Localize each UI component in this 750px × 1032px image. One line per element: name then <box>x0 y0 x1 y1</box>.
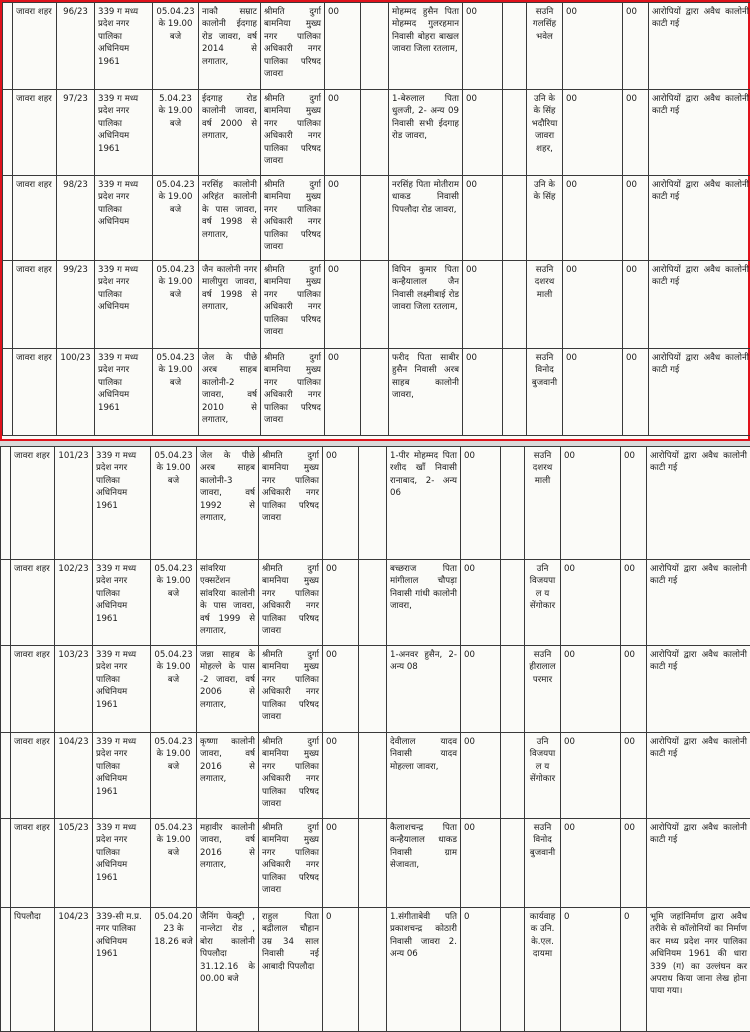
cell-c10: बच्छराज पिता मांगीलाल चौपड़ा निवासी गांधी कालोनी जावरा, <box>387 560 461 646</box>
cell-c11: 00 <box>463 90 503 176</box>
cell-c16: आरोपियों द्वारा अवैध कालोनी काटी गई <box>649 90 750 176</box>
cell-c13: उनि के के सिंह <box>527 176 563 261</box>
cell-c4: 339 ग मध्य प्रदेश नगर पालिका अधिनियम 1961 <box>93 447 151 560</box>
cell-c1 <box>3 349 13 436</box>
cell-c16: आरोपियों द्वारा अवैध कालोनी काटी गई <box>649 3 750 90</box>
cell-c7: श्रीमति दुर्गा बामनिया मुख्य नगर पालिका अधिकारी नगर पालिका परिषद जावरा <box>259 560 323 646</box>
cell-c3: 104/23 <box>55 908 93 1032</box>
cell-c14: 00 <box>563 3 623 90</box>
cell-c15: 00 <box>623 261 649 349</box>
cell-c9 <box>361 349 389 436</box>
cell-c4: 339 ग मध्य प्रदेश नगर पालिका अधिनियम 1961 <box>93 733 151 819</box>
cell-c5: 5.04.23 के 19.00 बजे <box>153 90 199 176</box>
cell-c15: 00 <box>621 819 647 908</box>
cell-c4: 339 ग मध्य प्रदेश नगर पालिका अधिनियम <box>95 176 153 261</box>
cell-c12 <box>501 908 525 1032</box>
cell-c1 <box>3 176 13 261</box>
cell-c12 <box>503 261 527 349</box>
cell-c14: 00 <box>563 176 623 261</box>
cell-c3: 102/23 <box>55 560 93 646</box>
cell-c12 <box>503 3 527 90</box>
table-section-bottom <box>0 446 750 1031</box>
table-section-top <box>0 0 750 441</box>
cell-c5: 05.04.23 के 19.00 बजे <box>151 646 197 733</box>
cell-c16: आरोपियों द्वारा अवैध कालोनी काटी गई <box>649 349 750 436</box>
cell-c3: 99/23 <box>57 261 95 349</box>
table-row <box>1 733 750 819</box>
cell-c15: 00 <box>623 349 649 436</box>
cell-c13: उनि के के सिंह भदौरिया जावरा शहर, <box>527 90 563 176</box>
fir-table-bottom <box>0 446 750 1032</box>
cell-c13: सउनि दशरथ माली <box>525 447 561 560</box>
cell-c10: फरीद पिता साबीर हुसैन निवासी अरब साहब कालोनी जावरा, <box>389 349 463 436</box>
cell-c15: 00 <box>621 560 647 646</box>
cell-c5: 05.04.23 के 19.00 बजे <box>153 3 199 90</box>
cell-c10: नरसिंह पिता मोतीराम धाकड निवासी पिपलौदा रोड जावरा, <box>389 176 463 261</box>
cell-c8: 00 <box>325 90 361 176</box>
cell-c7: श्रीमति दुर्गा बामनिया मुख्य नगर पालिका अधिकारी नगर पालिका परिषद जावरा <box>261 176 325 261</box>
cell-c7: श्रीमति दुर्गा बामनिया मुख्य नगर पालिका अधिकारी नगर पालिका परिषद जावरा <box>259 447 323 560</box>
cell-c5: 05.04.23 के 19.00 बजे <box>151 733 197 819</box>
cell-c11: 0 <box>461 908 501 1032</box>
cell-c7: श्रीमति दुर्गा बामनिया मुख्य नगर पालिका अधिकारी नगर पालिका परिषद जावरा <box>261 349 325 436</box>
cell-c3: 100/23 <box>57 349 95 436</box>
cell-c13: उनि विजयपाल य सेंगोकार <box>525 560 561 646</box>
table-row <box>3 349 750 436</box>
cell-c3: 96/23 <box>57 3 95 90</box>
cell-c10: मोहम्मद हुसैन पिता मोहम्मद गुलरहमान निवासी बोहरा बाखल जावरा जिला रतलाम, <box>389 3 463 90</box>
cell-c12 <box>501 560 525 646</box>
cell-c9 <box>359 447 387 560</box>
cell-c7: श्रीमति दुर्गा बामनिया मुख्य नगर पालिका अधिकारी नगर पालिका परिषद जावरा <box>259 819 323 908</box>
cell-c15: 00 <box>623 176 649 261</box>
cell-c1 <box>1 447 11 560</box>
cell-c2: जावरा शहर <box>13 349 57 436</box>
cell-c1 <box>3 90 13 176</box>
cell-c12 <box>501 646 525 733</box>
cell-c15: 00 <box>621 646 647 733</box>
cell-c2: जावरा शहर <box>11 646 55 733</box>
cell-c8: 00 <box>325 176 361 261</box>
cell-c4: 339 ग मध्य प्रदेश नगर पालिका अधिनियम 1961 <box>95 90 153 176</box>
table-row <box>1 819 750 908</box>
cell-c13: सउनि गलसिंह भवेल <box>527 3 563 90</box>
cell-c15: 00 <box>623 3 649 90</box>
cell-c14: 0 <box>561 908 621 1032</box>
cell-c9 <box>361 176 389 261</box>
cell-c4: 339 ग मध्य प्रदेश नगर पालिका अधिनियम 1961 <box>93 646 151 733</box>
cell-c4: 339 ग मध्य प्रदेश नगर पालिका अधिनियम <box>95 261 153 349</box>
cell-c12 <box>503 90 527 176</box>
cell-c2: जावरा शहर <box>13 90 57 176</box>
cell-c8: 0 <box>323 908 359 1032</box>
cell-c12 <box>503 349 527 436</box>
cell-c12 <box>501 447 525 560</box>
cell-c8: 00 <box>323 733 359 819</box>
cell-c12 <box>501 819 525 908</box>
cell-c6: जैन कालोनी नगर मालीपुरा जावरा, वर्ष 1998 से लगातार, <box>199 261 261 349</box>
cell-c9 <box>359 560 387 646</box>
cell-c5: 05.04.23 के 19.00 बजे <box>151 447 197 560</box>
cell-c6: जेल के पीछे अरब साहब कालोनी-2 जावरा, वर्ष 2010 से लगातार, <box>199 349 261 436</box>
cell-c5: 05.04.23 के 19.00 बजे <box>153 261 199 349</box>
cell-c6: जेल के पीछे अरब साहब कालोनी-3 जावरा, वर्ष 1992 से लगातार, <box>197 447 259 560</box>
cell-c15: 00 <box>621 447 647 560</box>
cell-c3: 98/23 <box>57 176 95 261</box>
cell-c2: जावरा शहर <box>11 447 55 560</box>
cell-c7: श्रीमति दुर्गा बामनिया मुख्य नगर पालिका अधिकारी नगर पालिका परिषद जावरा <box>259 733 323 819</box>
cell-c6: नरसिंह कालोनी अरिहंत कालोनी के पास जावरा, वर्ष 1998 से लगातार, <box>199 176 261 261</box>
cell-c12 <box>503 176 527 261</box>
cell-c7: श्रीमति दुर्गा बामनिया मुख्य नगर पालिका अधिकारी नगर पालिका परिषद जावरा <box>261 261 325 349</box>
cell-c5: 05.04.20 23 के 18.26 बजे <box>151 908 197 1032</box>
cell-c11: 00 <box>461 733 501 819</box>
cell-c16: आरोपियों द्वारा अवैध कालोनी काटी गई <box>647 560 750 646</box>
cell-c6: महावीर कालोनी जावरा, वर्ष 2016 से लगातार, <box>197 819 259 908</box>
cell-c10: 1-अनवर हुसैन, 2- अन्य 08 <box>387 646 461 733</box>
cell-c11: 00 <box>463 3 503 90</box>
table-row <box>1 447 750 560</box>
cell-c9 <box>361 90 389 176</box>
cell-c14: 00 <box>563 261 623 349</box>
cell-c1 <box>3 261 13 349</box>
cell-c14: 00 <box>561 733 621 819</box>
cell-c6: जैनिंग फेक्ट्री , नान्लेटा रोड , बोरा कालोनी पिपलौदा 31.12.16 के 00.00 बजे <box>197 908 259 1032</box>
cell-c10: विपिन कुमार पिता कन्हैयालाल जैन निवासी लक्ष्मीबाई रोड जावरा जिला रतलाम, <box>389 261 463 349</box>
cell-c14: 00 <box>561 819 621 908</box>
cell-c1 <box>1 908 11 1032</box>
cell-c16: आरोपियों द्वारा अवैध कालोनी काटी गई <box>649 176 750 261</box>
cell-c1 <box>3 3 13 90</box>
cell-c1 <box>1 646 11 733</box>
cell-c15: 00 <box>621 733 647 819</box>
cell-c8: 00 <box>325 3 361 90</box>
cell-c11: 00 <box>461 447 501 560</box>
cell-c7: श्रीमति दुर्गा बामनिया मुख्य नगर पालिका अधिकारी नगर पालिका परिषद जावरा <box>261 90 325 176</box>
cell-c10: देवीलाल यादव निवासी यादव मोहल्ला जावरा, <box>387 733 461 819</box>
cell-c2: जावरा शहर <box>13 261 57 349</box>
fir-table-top <box>2 2 750 436</box>
cell-c9 <box>359 733 387 819</box>
cell-c13: सउनि विनोद बुजवानी <box>525 819 561 908</box>
cell-c3: 103/23 <box>55 646 93 733</box>
cell-c11: 00 <box>461 646 501 733</box>
cell-c9 <box>359 819 387 908</box>
cell-c3: 101/23 <box>55 447 93 560</box>
cell-c6: सांवरिया एक्सटेंशन सांवरिया कालोनी के पास जावरा, वर्ष 1999 से लगातार, <box>197 560 259 646</box>
cell-c2: जावरा शहर <box>13 176 57 261</box>
table-row <box>3 90 750 176</box>
cell-c4: 339 ग मध्य प्रदेश नगर पालिका अधिनियम 1961 <box>93 819 151 908</box>
cell-c10: 1-पीर मोहम्मद पिता रशीद खाँ निवासी रानाबाद, 2- अन्य 06 <box>387 447 461 560</box>
cell-c14: 00 <box>561 646 621 733</box>
table-row <box>3 261 750 349</box>
cell-c3: 97/23 <box>57 90 95 176</box>
cell-c11: 00 <box>461 819 501 908</box>
cell-c10: कैलाशचन्द्र पिता कन्हैयालाल धाकड निवासी ग्राम सेजावता, <box>387 819 461 908</box>
cell-c9 <box>359 646 387 733</box>
cell-c13: सउनि विनोद बुजवानी <box>527 349 563 436</box>
cell-c6: कृष्णा कालोनी जावरा, वर्ष 2016 से लगातार, <box>197 733 259 819</box>
cell-c11: 00 <box>463 349 503 436</box>
cell-c13: सउनि दशरथ माली <box>527 261 563 349</box>
cell-c16: आरोपियों द्वारा अवैध कालोनी काटी गई <box>647 733 750 819</box>
cell-c13: उनि विजयपाल य सेंगोकार <box>525 733 561 819</box>
cell-c8: 00 <box>323 560 359 646</box>
cell-c2: जावरा शहर <box>11 560 55 646</box>
cell-c9 <box>361 3 389 90</box>
cell-c5: 05.04.23 के 19.00 बजे <box>153 349 199 436</box>
cell-c8: 00 <box>325 349 361 436</box>
cell-c1 <box>1 819 11 908</box>
cell-c10: 1.संगीताबेवी पति प्रकाशचन्द्र कोठारी निवासी जावरा 2. अन्य 06 <box>387 908 461 1032</box>
cell-c11: 00 <box>461 560 501 646</box>
cell-c4: 339 ग मध्य प्रदेश नगर पालिका अधिनियम 1961 <box>93 560 151 646</box>
cell-c2: जावरा शहर <box>13 3 57 90</box>
cell-c16: आरोपियों द्वारा अवैध कालोनी काटी गई <box>647 447 750 560</box>
cell-c13: कार्यवाह क उनि. के.एल. दायमा <box>525 908 561 1032</box>
cell-c14: 00 <box>561 560 621 646</box>
cell-c16: भूमि जहांनिर्माण द्वारा अवैध तरीके से कॉलोनियों का निर्माण कर मध्य प्रदेश नगर पालिका अधिनियम 1961 की धारा 339 (ग) का उल्लंघन कर अपराध किया जाना लेख होना पाया गया। <box>647 908 750 1032</box>
cell-c3: 104/23 <box>55 733 93 819</box>
cell-c12 <box>501 733 525 819</box>
cell-c5: 05.04.23 के 19.00 बजे <box>153 176 199 261</box>
cell-c15: 0 <box>621 908 647 1032</box>
cell-c1 <box>1 733 11 819</box>
cell-c8: 00 <box>323 819 359 908</box>
cell-c10: 1-बेरुलाल पिता धुलजी, 2- अन्य 09 निवासी सभी ईदगाह रोड जावरा, <box>389 90 463 176</box>
cell-c15: 00 <box>623 90 649 176</box>
cell-c3: 105/23 <box>55 819 93 908</box>
cell-c9 <box>361 261 389 349</box>
cell-c16: आरोपियों द्वारा अवैध कालोनी काटी गई <box>647 819 750 908</box>
cell-c5: 05.04.23 के 19.00 बजे <box>151 560 197 646</box>
cell-c7: श्रीमति दुर्गा बामनिया मुख्य नगर पालिका अधिकारी नगर पालिका परिषद जावरा <box>261 3 325 90</box>
cell-c6: जन्ना साहब के मोहल्ले के पास -2 जावरा, वर्ष 2006 से लगातार, <box>197 646 259 733</box>
table-row <box>1 560 750 646</box>
cell-c14: 00 <box>563 90 623 176</box>
cell-c2: जावरा शहर <box>11 733 55 819</box>
table-row <box>3 3 750 90</box>
cell-c13: सउनि हीरालाल परमार <box>525 646 561 733</box>
cell-c7: श्रीमति दुर्गा बामनिया मुख्य नगर पालिका अधिकारी नगर पालिका परिषद जावरा <box>259 646 323 733</box>
cell-c16: आरोपियों द्वारा अवैध कालोनी काटी गई <box>649 261 750 349</box>
cell-c5: 05.04.23 के 19.00 बजे <box>151 819 197 908</box>
cell-c4: 339 ग मध्य प्रदेश नगर पालिका अधिनियम 1961 <box>95 3 153 90</box>
table-row <box>1 646 750 733</box>
cell-c9 <box>359 908 387 1032</box>
cell-c8: 00 <box>323 447 359 560</box>
cell-c14: 00 <box>561 447 621 560</box>
cell-c2: जावरा शहर <box>11 819 55 908</box>
table-row <box>3 176 750 261</box>
cell-c6: ईदगाह रोड कालोनी जावरा, वर्ष 2000 से लगातार, <box>199 90 261 176</box>
cell-c14: 00 <box>563 349 623 436</box>
cell-c11: 00 <box>463 261 503 349</box>
cell-c1 <box>1 560 11 646</box>
cell-c4: 339 ग मध्य प्रदेश नगर पालिका अधिनियम 1961 <box>95 349 153 436</box>
cell-c8: 00 <box>323 646 359 733</box>
cell-c4: 339-सी म.प्र. नगर पालिका अधिनियम 1961 <box>93 908 151 1032</box>
cell-c2: पिपलौदा <box>11 908 55 1032</box>
cell-c7: राहुल पिता बद्रीलाल चौहान उम्र 34 साल निवासी नई आबादी पिपलौदा <box>259 908 323 1032</box>
cell-c6: नाकौ सम्राट कालोनी ईदगाह रोड जावरा, वर्ष 2014 से लगातार, <box>199 3 261 90</box>
table-row <box>1 908 750 1032</box>
cell-c8: 00 <box>325 261 361 349</box>
cell-c11: 00 <box>463 176 503 261</box>
cell-c16: आरोपियों द्वारा अवैध कालोनी काटी गई <box>647 646 750 733</box>
